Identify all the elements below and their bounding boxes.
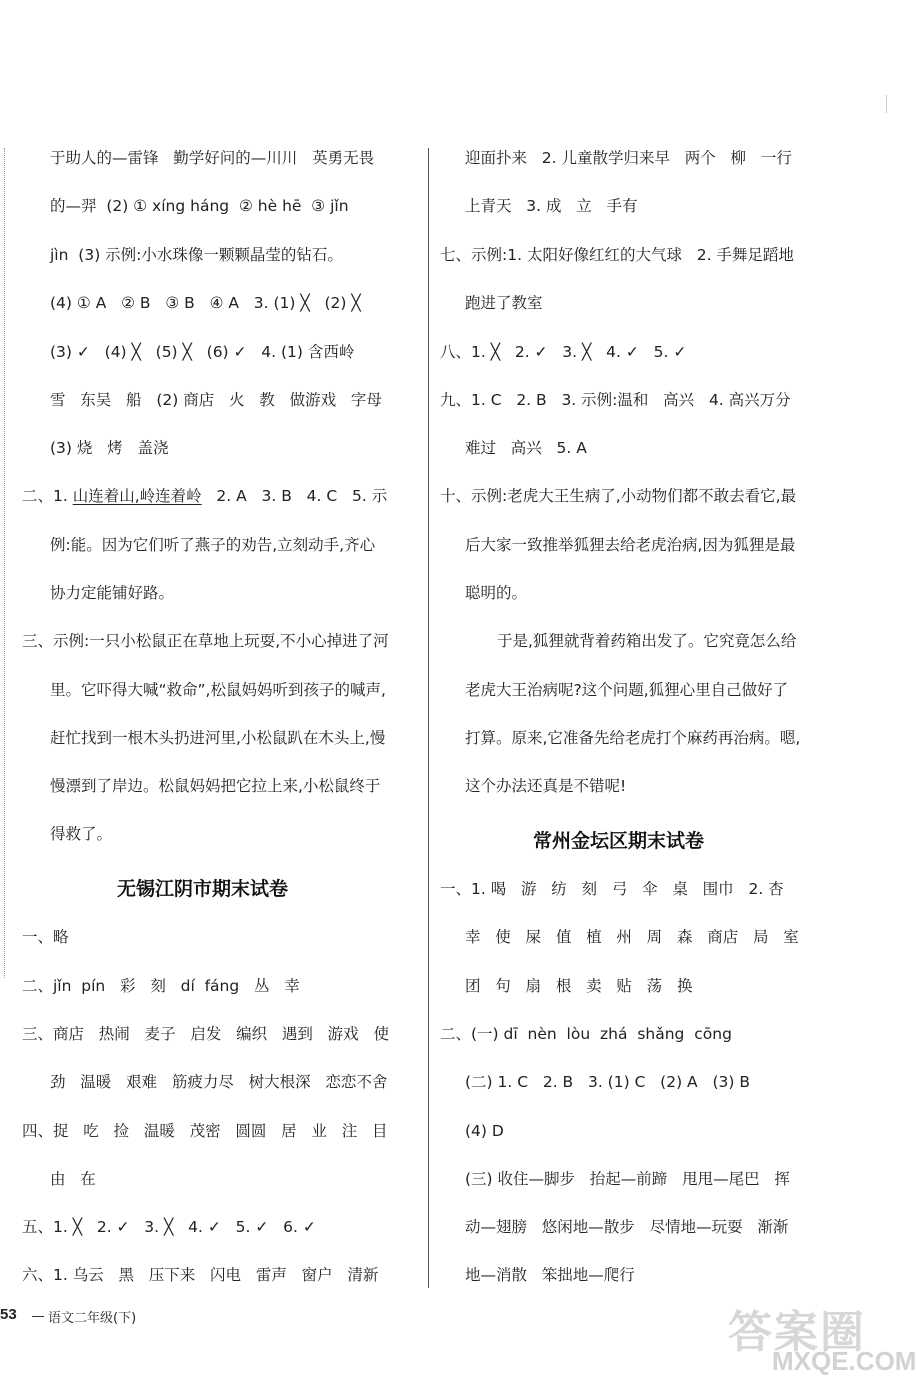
answer-line: 一、略 xyxy=(22,928,69,946)
answer-line: 地—消散 笨拙地—爬行 xyxy=(465,1266,635,1284)
answer-line: 十、示例:老虎大王生病了,小动物们都不敢去看它,最 xyxy=(440,487,797,505)
answer-line: 劲 温暖 艰难 筋疲力尽 树大根深 恋恋不舍 xyxy=(50,1073,388,1091)
footer-rule xyxy=(32,1316,44,1317)
answer-line xyxy=(22,486,387,506)
answer-line: 二、(一) dī nèn lòu zhá shǎng cōng xyxy=(440,1025,732,1043)
answer-line: 由 在 xyxy=(50,1170,96,1188)
answer-line: 四、捉 吃 捡 温暖 茂密 圆圆 居 业 注 目 xyxy=(22,1122,388,1140)
answer-suffix: 2. A 3. B 4. C 5. 示 xyxy=(201,487,388,505)
answer-line: 跑进了教室 xyxy=(465,294,543,312)
answer-line: (4) D xyxy=(465,1122,504,1140)
answer-line: 六、1. 乌云 黑 压下来 闪电 雷声 窗户 清新 xyxy=(22,1266,379,1284)
answer-line: 于助人的—雷锋 勤学好问的—川川 英勇无畏 xyxy=(50,149,375,167)
scan-mark xyxy=(886,95,887,113)
answer-line: 三、商店 热闹 麦子 启发 编织 遇到 游戏 使 xyxy=(22,1025,389,1043)
answer-line: 老虎大王治病呢?这个问题,狐狸心里自己做好了 xyxy=(465,681,789,699)
page-footer xyxy=(0,1306,300,1326)
answer-line: 雪 东吴 船 (2) 商店 火 教 做游戏 字母 xyxy=(50,391,382,409)
answer-line: (二) 1. C 2. B 3. (1) C (2) A (3) B xyxy=(465,1073,750,1091)
answer-line: 八、1. ╳ 2. ✓ 3. ╳ 4. ✓ 5. ✓ xyxy=(440,343,687,361)
answer-line: 三、示例:一只小松鼠正在草地上玩耍,不小心掉进了河 xyxy=(22,632,389,650)
answer-line: 得救了。 xyxy=(50,825,113,843)
answer-line: (三) 收住—脚步 抬起—前蹄 甩甩—尾巴 挥 xyxy=(465,1170,790,1188)
section-heading: 无锡江阴市期末试卷 xyxy=(117,878,289,900)
answer-line: 幸 使 屎 值 植 州 周 森 商店 局 室 xyxy=(465,928,799,946)
watermark-logo xyxy=(700,1290,916,1390)
answer-line: (4) ① A ② B ③ B ④ A 3. (1) ╳ (2) ╳ xyxy=(50,294,361,312)
answer-line: (3) 烧 烤 盖浇 xyxy=(50,439,169,457)
answer-line: 后大家一致推举狐狸去给老虎治病,因为狐狸是最 xyxy=(465,536,796,554)
answer-line: 团 句 扇 根 卖 贴 荡 换 xyxy=(465,977,693,995)
answer-line: 难过 高兴 5. A xyxy=(465,439,587,457)
answer-line: 动—翅膀 悠闲地—散步 尽情地—玩耍 渐渐 xyxy=(465,1218,789,1236)
section-heading: 常州金坛区期末试卷 xyxy=(533,830,705,852)
answer-line: 聪明的。 xyxy=(465,584,528,602)
answer-line: 协力定能铺好路。 xyxy=(50,584,175,602)
answer-prefix: 二、1. xyxy=(22,487,73,505)
answer-line: (3) ✓ (4) ╳ (5) ╳ (6) ✓ 4. (1) 含西岭 xyxy=(50,343,355,361)
book-title: 语文二年级(下) xyxy=(48,1311,137,1326)
column-divider xyxy=(428,148,429,1288)
underlined-answer: 山连着山,岭连着岭 xyxy=(72,487,202,505)
watermark-url: MXQE.COM xyxy=(772,1346,916,1376)
answer-line: 例:能。因为它们听了燕子的劝告,立刻动手,齐心 xyxy=(50,536,376,554)
answer-line: 打算。原来,它准备先给老虎打个麻药再治病。嗯, xyxy=(465,729,801,747)
answer-line: 一、1. 喝 游 纺 刻 弓 伞 桌 围巾 2. 杏 xyxy=(440,880,784,898)
answer-line: 九、1. C 2. B 3. 示例:温和 高兴 4. 高兴万分 xyxy=(440,391,791,409)
answer-line: 的—羿 (2) ① xíng háng ② hè hē ③ jǐn xyxy=(50,197,349,215)
watermark-text: 答案圈 xyxy=(728,1307,866,1358)
answer-line: 迎面扑来 2. 儿童散学归来早 两个 柳 一行 xyxy=(465,149,792,167)
answer-line: 里。它吓得大喊“救命”,松鼠妈妈听到孩子的喊声, xyxy=(50,681,386,699)
answer-line: 上青天 3. 成 立 手有 xyxy=(465,197,638,215)
answer-line: 于是,狐狸就背着药箱出发了。它究竟怎么给 xyxy=(497,632,797,650)
answer-line: 赶忙找到一根木头扔进河里,小松鼠趴在木头上,慢 xyxy=(50,729,386,747)
binding-edge-line xyxy=(4,148,5,978)
answer-line: 慢漂到了岸边。松鼠妈妈把它拉上来,小松鼠终于 xyxy=(50,777,381,795)
answer-line: 七、示例:1. 太阳好像红红的大气球 2. 手舞足蹈地 xyxy=(440,246,794,264)
answer-line: 五、1. ╳ 2. ✓ 3. ╳ 4. ✓ 5. ✓ 6. ✓ xyxy=(22,1218,316,1236)
page-number: 53 xyxy=(0,1306,17,1323)
answer-line: 这个办法还真是不错呢! xyxy=(465,777,627,795)
answer-line: 二、jǐn pín 彩 刻 dí fáng 丛 幸 xyxy=(22,977,300,995)
answer-line: jìn (3) 示例:小水珠像一颗颗晶莹的钻石。 xyxy=(50,246,343,264)
